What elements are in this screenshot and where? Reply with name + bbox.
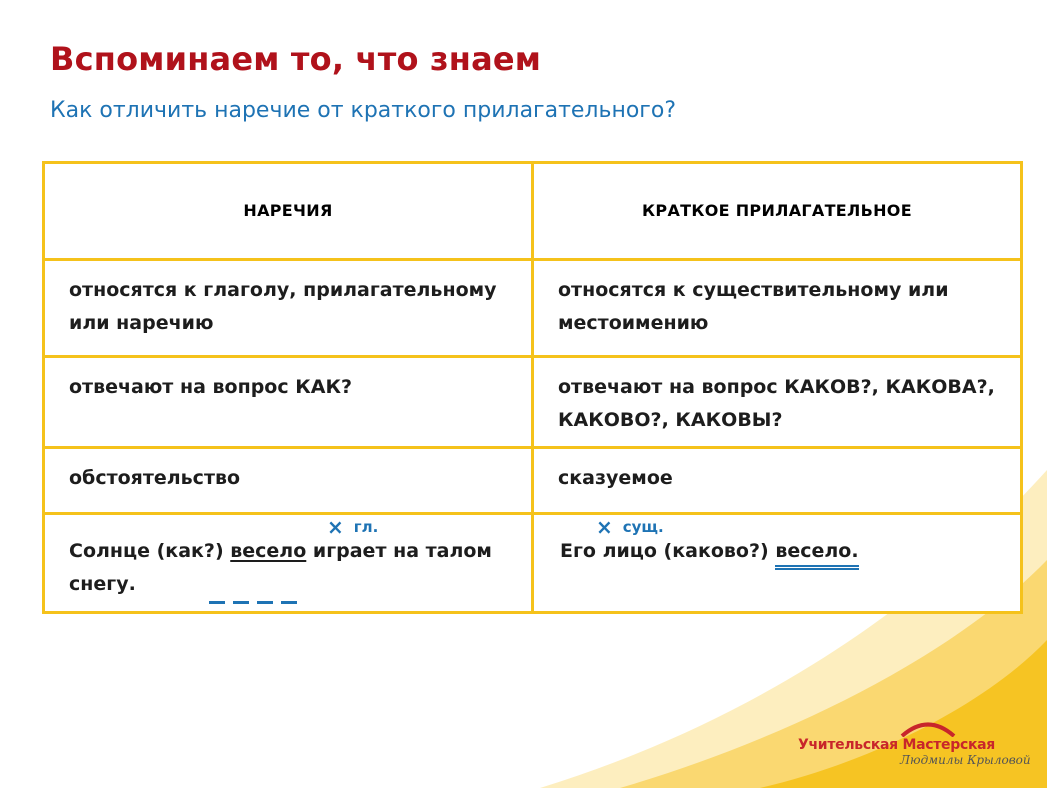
cell-text: сказуемое bbox=[558, 466, 673, 489]
example-adjective-cell bbox=[533, 514, 1022, 613]
table-cell bbox=[533, 259, 1022, 357]
comparison-table bbox=[42, 161, 1023, 614]
header-short-adjective: КРАТКОЕ ПРИЛАГАТЕЛЬНОЕ bbox=[533, 163, 1022, 260]
table-cell bbox=[533, 447, 1022, 513]
example-adverb-cell bbox=[44, 514, 533, 613]
header-adverbs: НАРЕЧИЯ bbox=[44, 163, 533, 260]
logo-arc-icon bbox=[900, 719, 956, 737]
table-row bbox=[44, 447, 1022, 513]
underlined-word: весело bbox=[230, 540, 307, 563]
brand-logo bbox=[792, 719, 1031, 771]
table-row bbox=[44, 357, 1022, 448]
verb-annotation: × гл. bbox=[327, 515, 379, 540]
cross-mark-icon: × bbox=[327, 515, 344, 540]
cell-text: относятся к существительному или местоимению bbox=[558, 278, 949, 334]
table-cell bbox=[533, 357, 1022, 448]
table-row bbox=[44, 514, 1022, 613]
page-subtitle: Как отличить наречие от краткого прилагательного? bbox=[50, 98, 677, 123]
cell-text: отвечают на вопрос КАКОВ?, КАКОВА?, КАКОВО?, КАКОВЫ? bbox=[558, 376, 995, 432]
cell-text: относятся к глаголу, прилагательному или наречию bbox=[69, 278, 497, 334]
cell-text: обстоятельство bbox=[69, 466, 241, 489]
logo-title: Учительская Мастерская bbox=[798, 737, 995, 753]
table-cell bbox=[44, 259, 533, 357]
double-underlined-word: весело. bbox=[775, 540, 858, 570]
table-row bbox=[44, 259, 1022, 357]
cross-mark-icon: × bbox=[596, 515, 613, 540]
noun-annotation: × сущ. bbox=[596, 515, 664, 540]
example-adjective: × сущ. Его лицо (каково?) весело. bbox=[534, 515, 1020, 611]
page-title: Вспоминаем то, что знаем bbox=[50, 40, 542, 78]
cell-text: отвечают на вопрос КАК? bbox=[69, 376, 353, 399]
example-adverb: × гл. Солнце (как?) весело играет на талом снегу. bbox=[45, 515, 531, 611]
dash-underline-mark bbox=[209, 601, 299, 604]
table-cell bbox=[44, 447, 533, 513]
table-header-row bbox=[44, 163, 1022, 260]
table-cell bbox=[44, 357, 533, 448]
logo-subtitle: Людмилы Крыловой bbox=[900, 753, 1031, 767]
